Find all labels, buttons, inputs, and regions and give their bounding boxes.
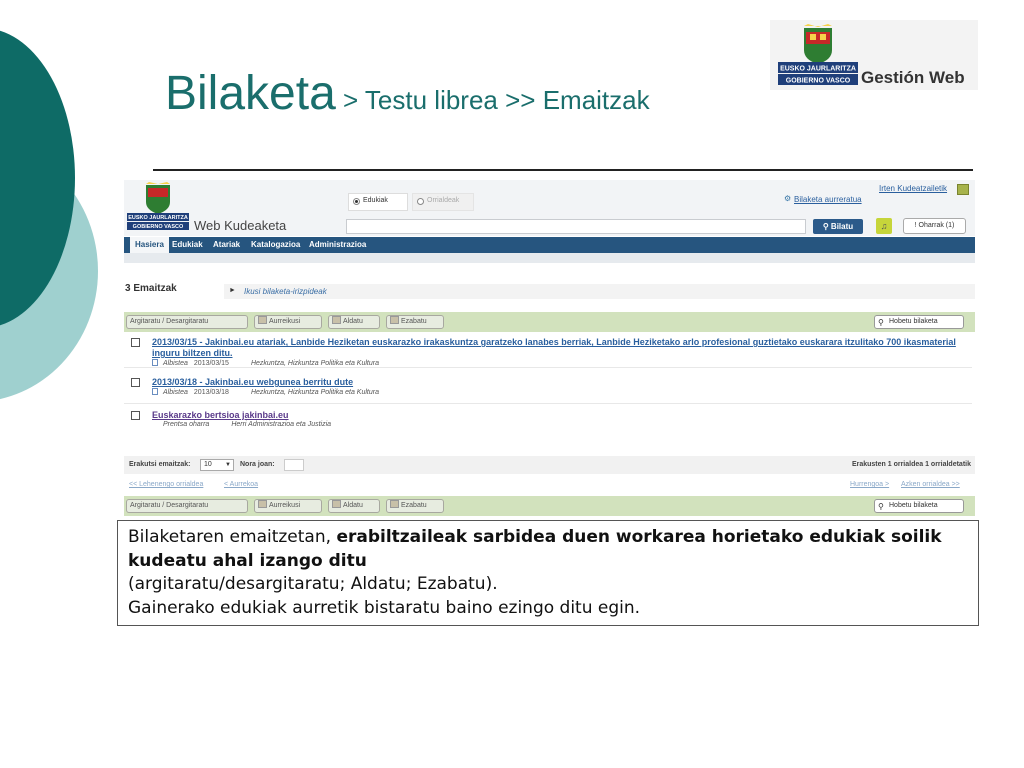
delete-button[interactable] [386, 499, 444, 513]
logout-link[interactable]: Irten Kudeatzailetik [879, 184, 948, 193]
result-categories: Hezkuntza, Hizkuntza Politika eta Kultura [250, 360, 379, 367]
delete-button-label: Ezabatu [401, 502, 427, 509]
delete-icon [390, 500, 399, 508]
preview-button-label: Aurreikusi [269, 502, 301, 509]
search-icon: ⚲ [878, 502, 884, 511]
logo-brand: Gestión Web [861, 68, 965, 87]
action-bar-bottom [124, 496, 975, 516]
result-meta [152, 388, 379, 396]
nav-subbar [124, 253, 975, 263]
radio-selected-icon [353, 198, 360, 205]
note-line1 [128, 526, 968, 573]
result-meta [152, 359, 379, 367]
search-input[interactable] [346, 219, 806, 234]
scope-label-orrialdeak: Orrialdeak [427, 197, 460, 204]
result-checkbox[interactable] [131, 411, 140, 420]
delete-button[interactable] [386, 315, 444, 329]
edit-icon [332, 500, 341, 508]
app-logo [126, 182, 190, 232]
page-info: Erakusten 1 orrialdea 1 orrialdetatik [851, 461, 971, 468]
app-logo-line1: EUSKO JAURLARITZA [128, 215, 188, 221]
advanced-search-link[interactable]: Bilaketa aurreratua [794, 195, 862, 204]
scope-label-edukiak: Edukiak [363, 197, 388, 204]
criteria-bar[interactable] [224, 284, 975, 299]
list-item [124, 335, 972, 368]
app-title: Web Kudeaketa [194, 218, 287, 233]
results-list [124, 335, 975, 449]
document-icon [152, 388, 158, 395]
first-page-link[interactable]: << Lehenengo orrialdea [129, 481, 204, 488]
preview-button[interactable] [254, 315, 322, 329]
next-page-link[interactable]: Hurrengoa > [850, 481, 890, 488]
search-button[interactable] [813, 219, 863, 234]
title-divider [153, 169, 973, 171]
coat-of-arms-icon [776, 24, 860, 86]
publish-button-label: Argitaratu / Desargitaratu [130, 318, 209, 325]
bell-icon[interactable]: ♫ [876, 218, 892, 234]
document-icon [152, 359, 158, 366]
slide-title-sub: > Testu librea >> Emaitzak [335, 85, 650, 115]
nav-administrazioa[interactable]: Administrazioa [309, 240, 367, 249]
result-date: 2013/03/18 [193, 389, 229, 396]
result-categories: Herri Administrazioa eta Justizia [231, 421, 332, 428]
publish-button[interactable] [126, 499, 248, 513]
improve-search-button[interactable] [874, 315, 964, 329]
preview-icon [258, 500, 267, 508]
delete-icon [390, 316, 399, 324]
edit-button[interactable] [328, 499, 380, 513]
delete-button-label: Ezabatu [401, 318, 427, 325]
result-meta [152, 421, 331, 428]
radio-unselected-icon [417, 198, 424, 205]
scope-radio-orrialdeak[interactable] [412, 193, 474, 211]
slide-title-main: Bilaketa [165, 67, 336, 120]
search-icon: ⚲ [822, 222, 831, 231]
slide-title [165, 66, 650, 121]
note-line1-bold: erabiltzaileak sarbidea duen workarea horietako edukiak soilik kudeatu ahal izango ditu [128, 527, 942, 571]
result-checkbox[interactable] [131, 338, 140, 347]
web-kudeaketa-screenshot [124, 180, 975, 516]
note-line3: Gainerako edukiak aurretik bistaratu baino ezingo ditu egin. [128, 597, 641, 618]
logo-org-line1: EUSKO JAURLARITZA [780, 65, 856, 73]
result-type: Prentsa oharra [163, 421, 210, 428]
publish-button-label: Argitaratu / Desargitaratu [130, 502, 209, 509]
triangle-right-icon: ► [229, 287, 236, 294]
action-bar-top [124, 312, 975, 332]
result-title[interactable]: 2013/03/15 - Jakinbai.eu atariak, Lanbide Heziketan euskarazko irakaskuntza garatzeko lanabes berriak, Lanbide Heziketako arlo profesional guztietako euskarara itzulitako 700 ikasmaterial inguru biltzen ditu. [152, 337, 956, 358]
explanation-textbox [117, 520, 979, 626]
improve-search-label: Hobetu bilaketa [889, 502, 938, 509]
result-checkbox[interactable] [131, 378, 140, 387]
edit-button-label: Aldatu [343, 318, 363, 325]
result-title[interactable]: Euskarazko bertsioa jakinbai.eu [152, 410, 289, 420]
preview-icon [258, 316, 267, 324]
note-line2: (argitaratu/desargitaratu; Aldatu; Ezabatu). [128, 574, 498, 594]
nav-katalogazioa[interactable]: Katalogazioa [251, 240, 301, 249]
improve-search-button[interactable] [874, 499, 964, 513]
page-nav-links [124, 480, 975, 492]
search-button-label: Bilatu [830, 222, 854, 231]
main-nav [124, 237, 975, 253]
nav-hasiera[interactable]: Hasiera [130, 237, 169, 253]
app-logo-line2: GOBIERNO VASCO [132, 224, 184, 230]
logout-icon[interactable] [957, 184, 969, 195]
criteria-link[interactable]: Ikusi bilaketa-irizpideak [244, 287, 327, 296]
publish-button[interactable] [126, 315, 248, 329]
edit-button-label: Aldatu [343, 502, 363, 509]
goto-page-input[interactable] [284, 459, 304, 471]
result-categories: Hezkuntza, Hizkuntza Politika eta Kultura [250, 389, 379, 396]
logo-org-line2: GOBIERNO VASCO [785, 77, 851, 85]
show-results-label: Erakutsi emaitzak: [129, 461, 191, 468]
result-type: Albistea [163, 389, 188, 396]
edit-icon [332, 316, 341, 324]
result-title[interactable]: 2013/03/18 - Jakinbai.eu webgunea berritu dute [152, 377, 354, 387]
result-type: Albistea [163, 360, 188, 367]
goto-label: Nora joan: [240, 461, 275, 468]
result-date: 2013/03/15 [193, 360, 229, 367]
scope-radio-edukiak[interactable] [348, 193, 408, 211]
chevron-down-icon: ▼ [225, 462, 231, 468]
list-item [124, 408, 972, 436]
nav-atariak[interactable]: Atariak [213, 240, 241, 249]
results-per-page-value: 10 [204, 461, 212, 468]
edit-button[interactable] [328, 315, 380, 329]
nav-edukiak[interactable]: Edukiak [172, 240, 203, 249]
search-icon: ⚲ [878, 318, 884, 327]
prev-page-link[interactable]: < Aurrekoa [224, 481, 259, 488]
notes-button[interactable]: ! Oharrak (1) [903, 218, 966, 234]
list-item [124, 375, 972, 404]
results-per-page-select[interactable] [200, 459, 234, 471]
gestion-web-logo [770, 20, 978, 90]
preview-button-label: Aurreikusi [269, 318, 301, 325]
results-count: 3 Emaitzak [125, 283, 177, 294]
improve-search-label: Hobetu bilaketa [889, 318, 938, 325]
preview-button[interactable] [254, 499, 322, 513]
note-line1-normal: Bilaketaren emaitzetan, [128, 527, 337, 547]
last-page-link[interactable]: Azken orrialdea >> [901, 481, 960, 488]
pager [124, 456, 975, 474]
advanced-search-icon: ⚙ [784, 194, 792, 203]
